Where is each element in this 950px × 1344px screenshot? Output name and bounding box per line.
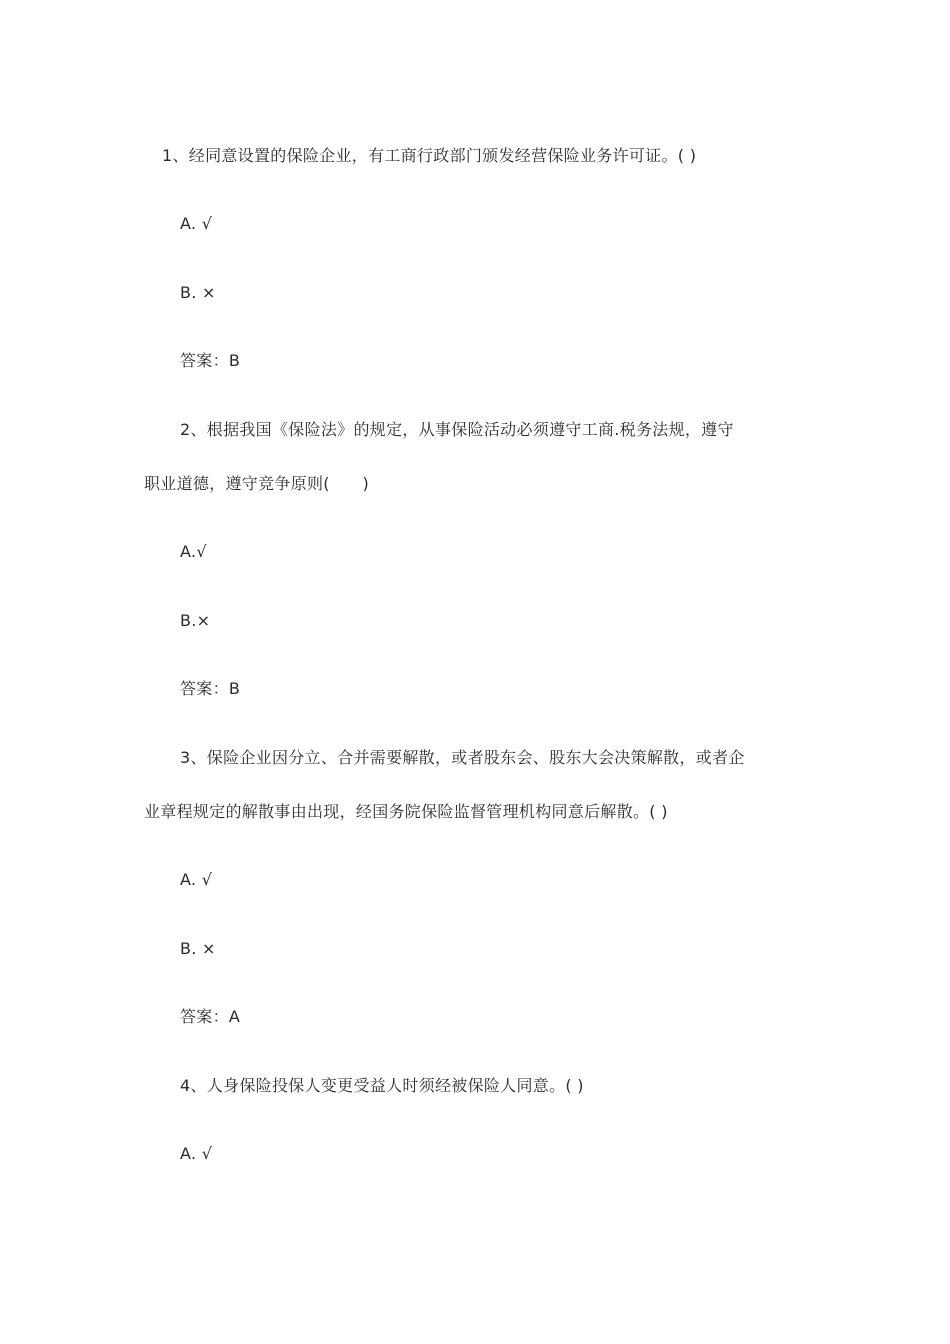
question-2-option-a: A.√ <box>180 542 207 561</box>
question-3-stem-line2: 业章程规定的解散事由出现，经国务院保险监督管理机构同意后解散。( ) <box>144 802 668 821</box>
question-4-stem: 4、人身保险投保人变更受益人时须经被保险人同意。( ) <box>180 1076 584 1095</box>
question-1-stem: 1、经同意设置的保险企业，有工商行政部门颁发经营保险业务许可证。( ) <box>162 146 697 165</box>
question-1-option-a: A. √ <box>180 214 213 233</box>
question-3-option-a: A. √ <box>180 870 213 889</box>
question-2-option-b: B.× <box>180 611 211 630</box>
question-3-stem-line1: 3、保险企业因分立、合并需要解散，或者股东会、股东大会决策解散，或者企 <box>180 748 745 767</box>
question-1-answer: 答案：B <box>180 351 241 370</box>
question-4-option-a: A. √ <box>180 1144 213 1163</box>
question-2-answer: 答案：B <box>180 679 241 698</box>
question-2-stem-line1: 2、根据我国《保险法》的规定，从事保险活动必须遵守工商.税务法规，遵守 <box>180 420 734 439</box>
question-1-option-b: B. × <box>180 283 216 302</box>
question-2-stem-line2: 职业道德，遵守竞争原则( ) <box>144 474 369 493</box>
question-3-answer: 答案：A <box>180 1007 241 1026</box>
question-3-option-b: B. × <box>180 939 216 958</box>
